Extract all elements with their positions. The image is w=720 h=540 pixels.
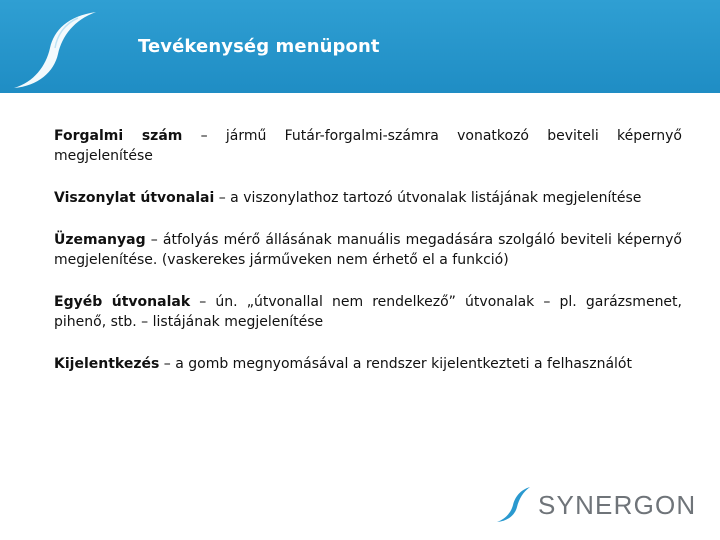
header-bar — [0, 0, 720, 93]
list-item — [54, 292, 682, 332]
item-term: Egyéb útvonalak — [54, 294, 191, 310]
item-separator: – — [145, 232, 163, 248]
list-item — [54, 230, 682, 270]
page-title: Tevékenység menüpont — [138, 36, 380, 57]
menu-description-list — [54, 126, 682, 396]
item-separator: – — [159, 356, 176, 372]
brand-name: SYNERGON — [538, 490, 697, 520]
synergon-logo — [494, 484, 704, 524]
synergon-swoosh-icon — [8, 8, 100, 90]
item-description: a viszonylathoz tartozó útvonalak listájának megjelenítése — [230, 190, 642, 206]
item-term: Forgalmi szám — [54, 128, 183, 144]
item-separator: – — [182, 128, 226, 144]
list-item — [54, 188, 682, 208]
synergon-swoosh-icon — [494, 484, 534, 524]
item-description: jármű Futár-forgalmi-számra vonatkozó beviteli képernyő megjelenítése — [54, 128, 682, 164]
item-description: átfolyás mérő állásának manuális megadására szolgáló beviteli képernyő megjelenítése. (vaskerekes járműveken nem érhető el a funkció) — [54, 232, 682, 268]
item-term: Üzemanyag — [54, 232, 146, 248]
item-description: a gomb megnyomásával a rendszer kijelentkezteti a felhasználót — [175, 356, 632, 372]
item-separator: – — [190, 294, 216, 310]
list-item — [54, 126, 682, 166]
list-item — [54, 354, 682, 374]
item-term: Viszonylat útvonalai — [54, 190, 215, 206]
item-description: ún. „útvonallal nem rendelkező” útvonalak – pl. garázsmenet, pihenő, stb. – listájának megjelenítése — [54, 294, 682, 330]
item-term: Kijelentkezés — [54, 356, 160, 372]
item-separator: – — [214, 190, 231, 206]
